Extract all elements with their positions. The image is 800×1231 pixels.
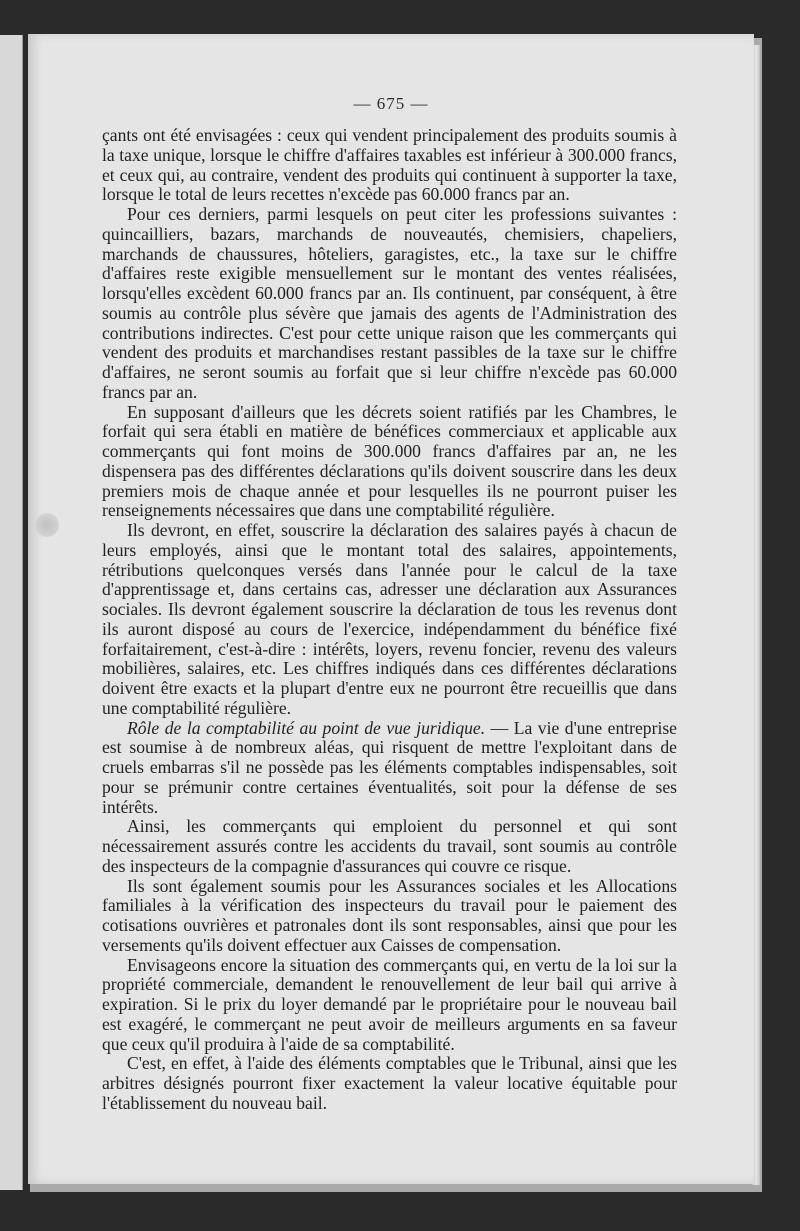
body-text bbox=[102, 126, 677, 1114]
paragraph-text: çants ont été envisagées : ceux qui vendent principalement des produits soumis à la taxe unique, lorsque le chiffre d'affaires taxables est inférieur à 300.000 francs, et ceux qui, au contraire, vendent des produits qui continuent à supporter la taxe, lorsque le total de leurs recettes n'excède pas 60.000 francs par an. bbox=[102, 125, 677, 205]
paragraph bbox=[102, 956, 677, 1055]
book-page bbox=[28, 34, 754, 1184]
paragraph-section-role bbox=[102, 719, 677, 818]
paragraph bbox=[102, 1054, 677, 1113]
facing-page-edge bbox=[0, 35, 23, 1190]
paragraph bbox=[102, 205, 677, 403]
paragraph-text: Ils devront, en effet, souscrire la déclaration des salaires payés à chacun de leurs employés, ainsi que le montant total des salaires, appointements, rétributions quelconques versés dans l'année pour le calcul de la taxe d'apprentissage et, dans certains cas, adresser une déclaration aux Assurances sociales. Ils devront également souscrire la déclaration de tous les revenus dont ils auront disposé au cours de l'exercice, indépendamment du bénéfice fixé forfaitairement, c'est-à-dire : intérêts, loyers, revenu foncier, revenu des valeurs mobilières, salaires, etc. Les chiffres indiqués dans ces différentes déclarations doivent être exacts et la plupart d'entre eux ne pourront être recueillis que dans une comptabilité régulière. bbox=[102, 520, 677, 718]
paper-stain bbox=[35, 513, 59, 537]
paragraph-text: Ils sont également soumis pour les Assurances sociales et les Allocations familiales à la vérification des inspecteurs du travail pour le paiement des cotisations ouvrières et patronales dont ils sont responsables, ainsi que pour les versements qu'ils doivent effectuer aux Caisses de compensation. bbox=[102, 875, 677, 955]
paragraph bbox=[102, 877, 677, 956]
paragraph-text: Pour ces derniers, parmi lesquels on peut citer les professions suivantes : quincailliers, bazars, marchands de nouveautés, chemisiers, chapeliers, marchands de chaussures, hôteliers, garagistes, etc., la taxe sur le chiffre d'affaires reste exigible mensuellement sur le montant des ventes réalisées, lorsqu'elles excèdent 60.000 francs par an. Ils continuent, par conséquent, à être soumis au contrôle plus sévère que jamais des agents de l'Administration des contributions indirectes. C'est pour cette unique raison que les commerçants qui vendent des produits et marchandises restant passibles de la taxe sur le chiffre d'affaires, ne seront soumis au forfait que si leur chiffre n'excède pas 60.000 francs par an. bbox=[102, 204, 677, 402]
paragraph-text: En supposant d'ailleurs que les décrets soient ratifiés par les Chambres, le forfait qui sera établi en matière de bénéfices commerciaux et applicable aux commerçants qui font moins de 300.000 francs d'affaires par an, ne les dispensera pas des différentes déclarations qu'ils doivent souscrire dans les deux premiers mois de chaque année et pour lesquelles ils ne pourront puiser les renseignements nécessaires que dans une comptabilité régulière. bbox=[102, 401, 677, 521]
paragraph-text: Ainsi, les commerçants qui emploient du personnel et qui sont nécessairement assurés contre les accidents du travail, sont soumis au contrôle des inspecteurs de la compagnie d'assurances qui couvre ce risque. bbox=[102, 816, 677, 876]
paragraph-text: C'est, en effet, à l'aide des éléments comptables que le Tribunal, ainsi que les arbitres désignés pourront fixer exactement la valeur locative équitable pour l'établissement du nouveau bail. bbox=[102, 1053, 677, 1113]
paragraph bbox=[102, 403, 677, 522]
paragraph-continuation bbox=[102, 126, 677, 205]
page-number: — 675 — bbox=[353, 94, 429, 113]
paragraph bbox=[102, 521, 677, 719]
paragraph bbox=[102, 817, 677, 876]
paragraph-text: Envisageons encore la situation des commerçants qui, en vertu de la loi sur la propriété commerciale, demandent le renouvellement de leur bail qui arrive à expiration. Si le prix du loyer demandé par le propriétaire pour le nouveau bail est exagéré, le commerçant ne peut avoir de meilleurs arguments en sa faveur que ceux qu'il produira à l'aide de sa comptabilité. bbox=[102, 954, 677, 1054]
paragraph-text: — La vie d'une entreprise est soumise à de nombreux aléas, qui risquent de mettre l'exploitant dans de cruels embarras s'il ne possède pas les éléments comptables indispensables, soit pour se prémunir contre certaines éventualités, soit pour la défense de ses intérêts. bbox=[102, 717, 677, 817]
section-heading-inline: Rôle de la comptabilité au point de vue juridique. bbox=[127, 717, 486, 738]
